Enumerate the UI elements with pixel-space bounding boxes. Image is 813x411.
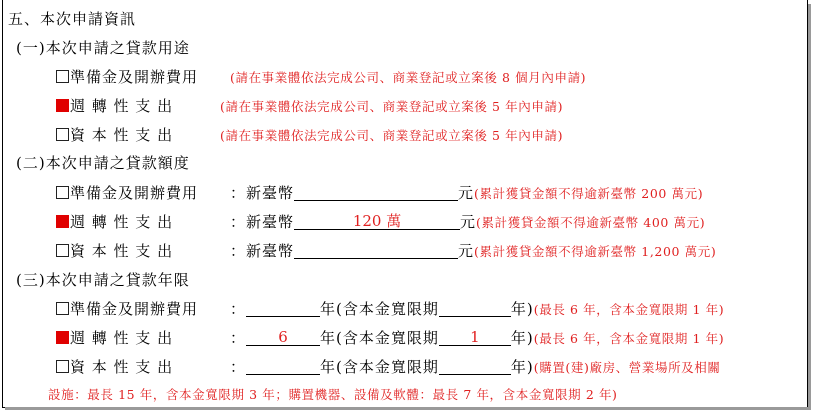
amount-capital-note: (累計獲貸金額不得逾新臺幣 1,200 萬元) <box>474 244 717 259</box>
amount-working-checkbox[interactable] <box>56 215 69 228</box>
term-prep-close: 年) <box>510 300 534 318</box>
term-row-prep <box>56 299 724 319</box>
term-heading: (三)本次申請之貸款年限 <box>16 271 190 289</box>
amount-capital-checkbox[interactable] <box>56 244 69 257</box>
purpose-capital-note: (請在事業體依法完成公司、商業登記或立案後 5 年內申請) <box>220 128 564 143</box>
purpose-working-note: (請在事業體依法完成公司、商業登記或立案後 5 年內申請) <box>220 99 564 114</box>
term-prep-checkbox[interactable] <box>56 302 69 315</box>
amount-prep-unit: 元 <box>458 184 475 202</box>
frame-shadow-bottom <box>5 407 811 410</box>
amount-capital-colon: ： <box>230 242 247 260</box>
purpose-prep-checkbox[interactable] <box>56 70 69 83</box>
term-working-close: 年) <box>510 329 534 347</box>
term-working-colon: ： <box>230 329 247 347</box>
term-prep-grace-label: (含本金寬限期 <box>336 300 439 318</box>
term-row-capital <box>56 357 720 377</box>
term-working-year-unit: 年 <box>320 329 337 347</box>
term-capital-grace-label: (含本金寬限期 <box>336 358 439 376</box>
amount-row-working <box>56 212 705 232</box>
purpose-prep-label: 準備金及開辦費用 <box>70 68 199 86</box>
amount-prep-colon: ： <box>230 184 247 202</box>
purpose-capital-label: 資 本 性 支 出 <box>70 126 174 144</box>
term-working-note: (最長 6 年，含本金寬限期 1 年) <box>533 331 725 346</box>
amount-prep-field[interactable] <box>294 183 458 201</box>
term-working-label: 週 轉 性 支 出 <box>70 329 174 347</box>
amount-working-label: 週 轉 性 支 出 <box>70 213 174 231</box>
term-capital-note: (購置(建)廠房、營業場所及相關 <box>533 360 721 375</box>
amount-row-prep <box>56 183 703 203</box>
amount-working-unit: 元 <box>460 213 477 231</box>
purpose-row-capital <box>56 125 563 145</box>
term-prep-colon: ： <box>230 300 247 318</box>
term-prep-years-field[interactable] <box>246 299 320 317</box>
term-prep-year-unit: 年 <box>320 300 337 318</box>
purpose-row-prep <box>56 67 586 87</box>
term-capital-checkbox[interactable] <box>56 360 69 373</box>
purpose-prep-note: (請在事業體依法完成公司、商業登記或立案後 8 個月內申請) <box>230 70 587 85</box>
amount-prep-checkbox[interactable] <box>56 186 69 199</box>
amount-working-note: (累計獲貸金額不得逾新臺幣 400 萬元) <box>476 215 706 230</box>
section-title: 五、本次申請資訊 <box>8 10 137 28</box>
amount-heading: (二)本次申請之貸款額度 <box>16 154 190 172</box>
frame-shadow-right <box>808 4 811 409</box>
term-working-grace-field[interactable]: 1 <box>439 328 511 346</box>
term-prep-note: (最長 6 年，含本金寬限期 1 年) <box>533 302 725 317</box>
amount-working-currency: 新臺幣 <box>246 213 295 231</box>
amount-working-colon: ： <box>230 213 247 231</box>
term-prep-label: 準備金及開辦費用 <box>70 300 199 318</box>
term-capital-year-unit: 年 <box>320 358 337 376</box>
amount-row-capital <box>56 241 716 261</box>
term-capital-years-field[interactable] <box>246 357 320 375</box>
term-capital-colon: ： <box>230 358 247 376</box>
term-working-grace-label: (含本金寬限期 <box>336 329 439 347</box>
amount-working-field[interactable]: 120 萬 <box>294 212 460 230</box>
term-footnote: 設施：最長 15 年，含本金寬限期 3 年；購置機器、設備及軟體：最長 7 年，含本金寬限期 2 年) <box>48 387 618 402</box>
purpose-row-working <box>56 96 563 116</box>
amount-capital-unit: 元 <box>458 242 475 260</box>
term-capital-grace-field[interactable] <box>439 357 511 375</box>
purpose-working-label: 週 轉 性 支 出 <box>70 97 174 115</box>
amount-capital-field[interactable] <box>294 241 458 259</box>
term-prep-grace-field[interactable] <box>439 299 511 317</box>
amount-prep-label: 準備金及開辦費用 <box>70 184 199 202</box>
term-capital-close: 年) <box>510 358 534 376</box>
amount-prep-currency: 新臺幣 <box>246 184 295 202</box>
amount-prep-note: (累計獲貸金額不得逾新臺幣 200 萬元) <box>474 186 704 201</box>
term-capital-label: 資 本 性 支 出 <box>70 358 174 376</box>
amount-capital-currency: 新臺幣 <box>246 242 295 260</box>
purpose-capital-checkbox[interactable] <box>56 128 69 141</box>
term-row-working <box>56 328 724 348</box>
term-working-years-field[interactable]: 6 <box>246 328 320 346</box>
amount-capital-label: 資 本 性 支 出 <box>70 242 174 260</box>
purpose-working-checkbox[interactable] <box>56 99 69 112</box>
purpose-heading: (一)本次申請之貸款用途 <box>16 39 190 57</box>
term-working-checkbox[interactable] <box>56 331 69 344</box>
